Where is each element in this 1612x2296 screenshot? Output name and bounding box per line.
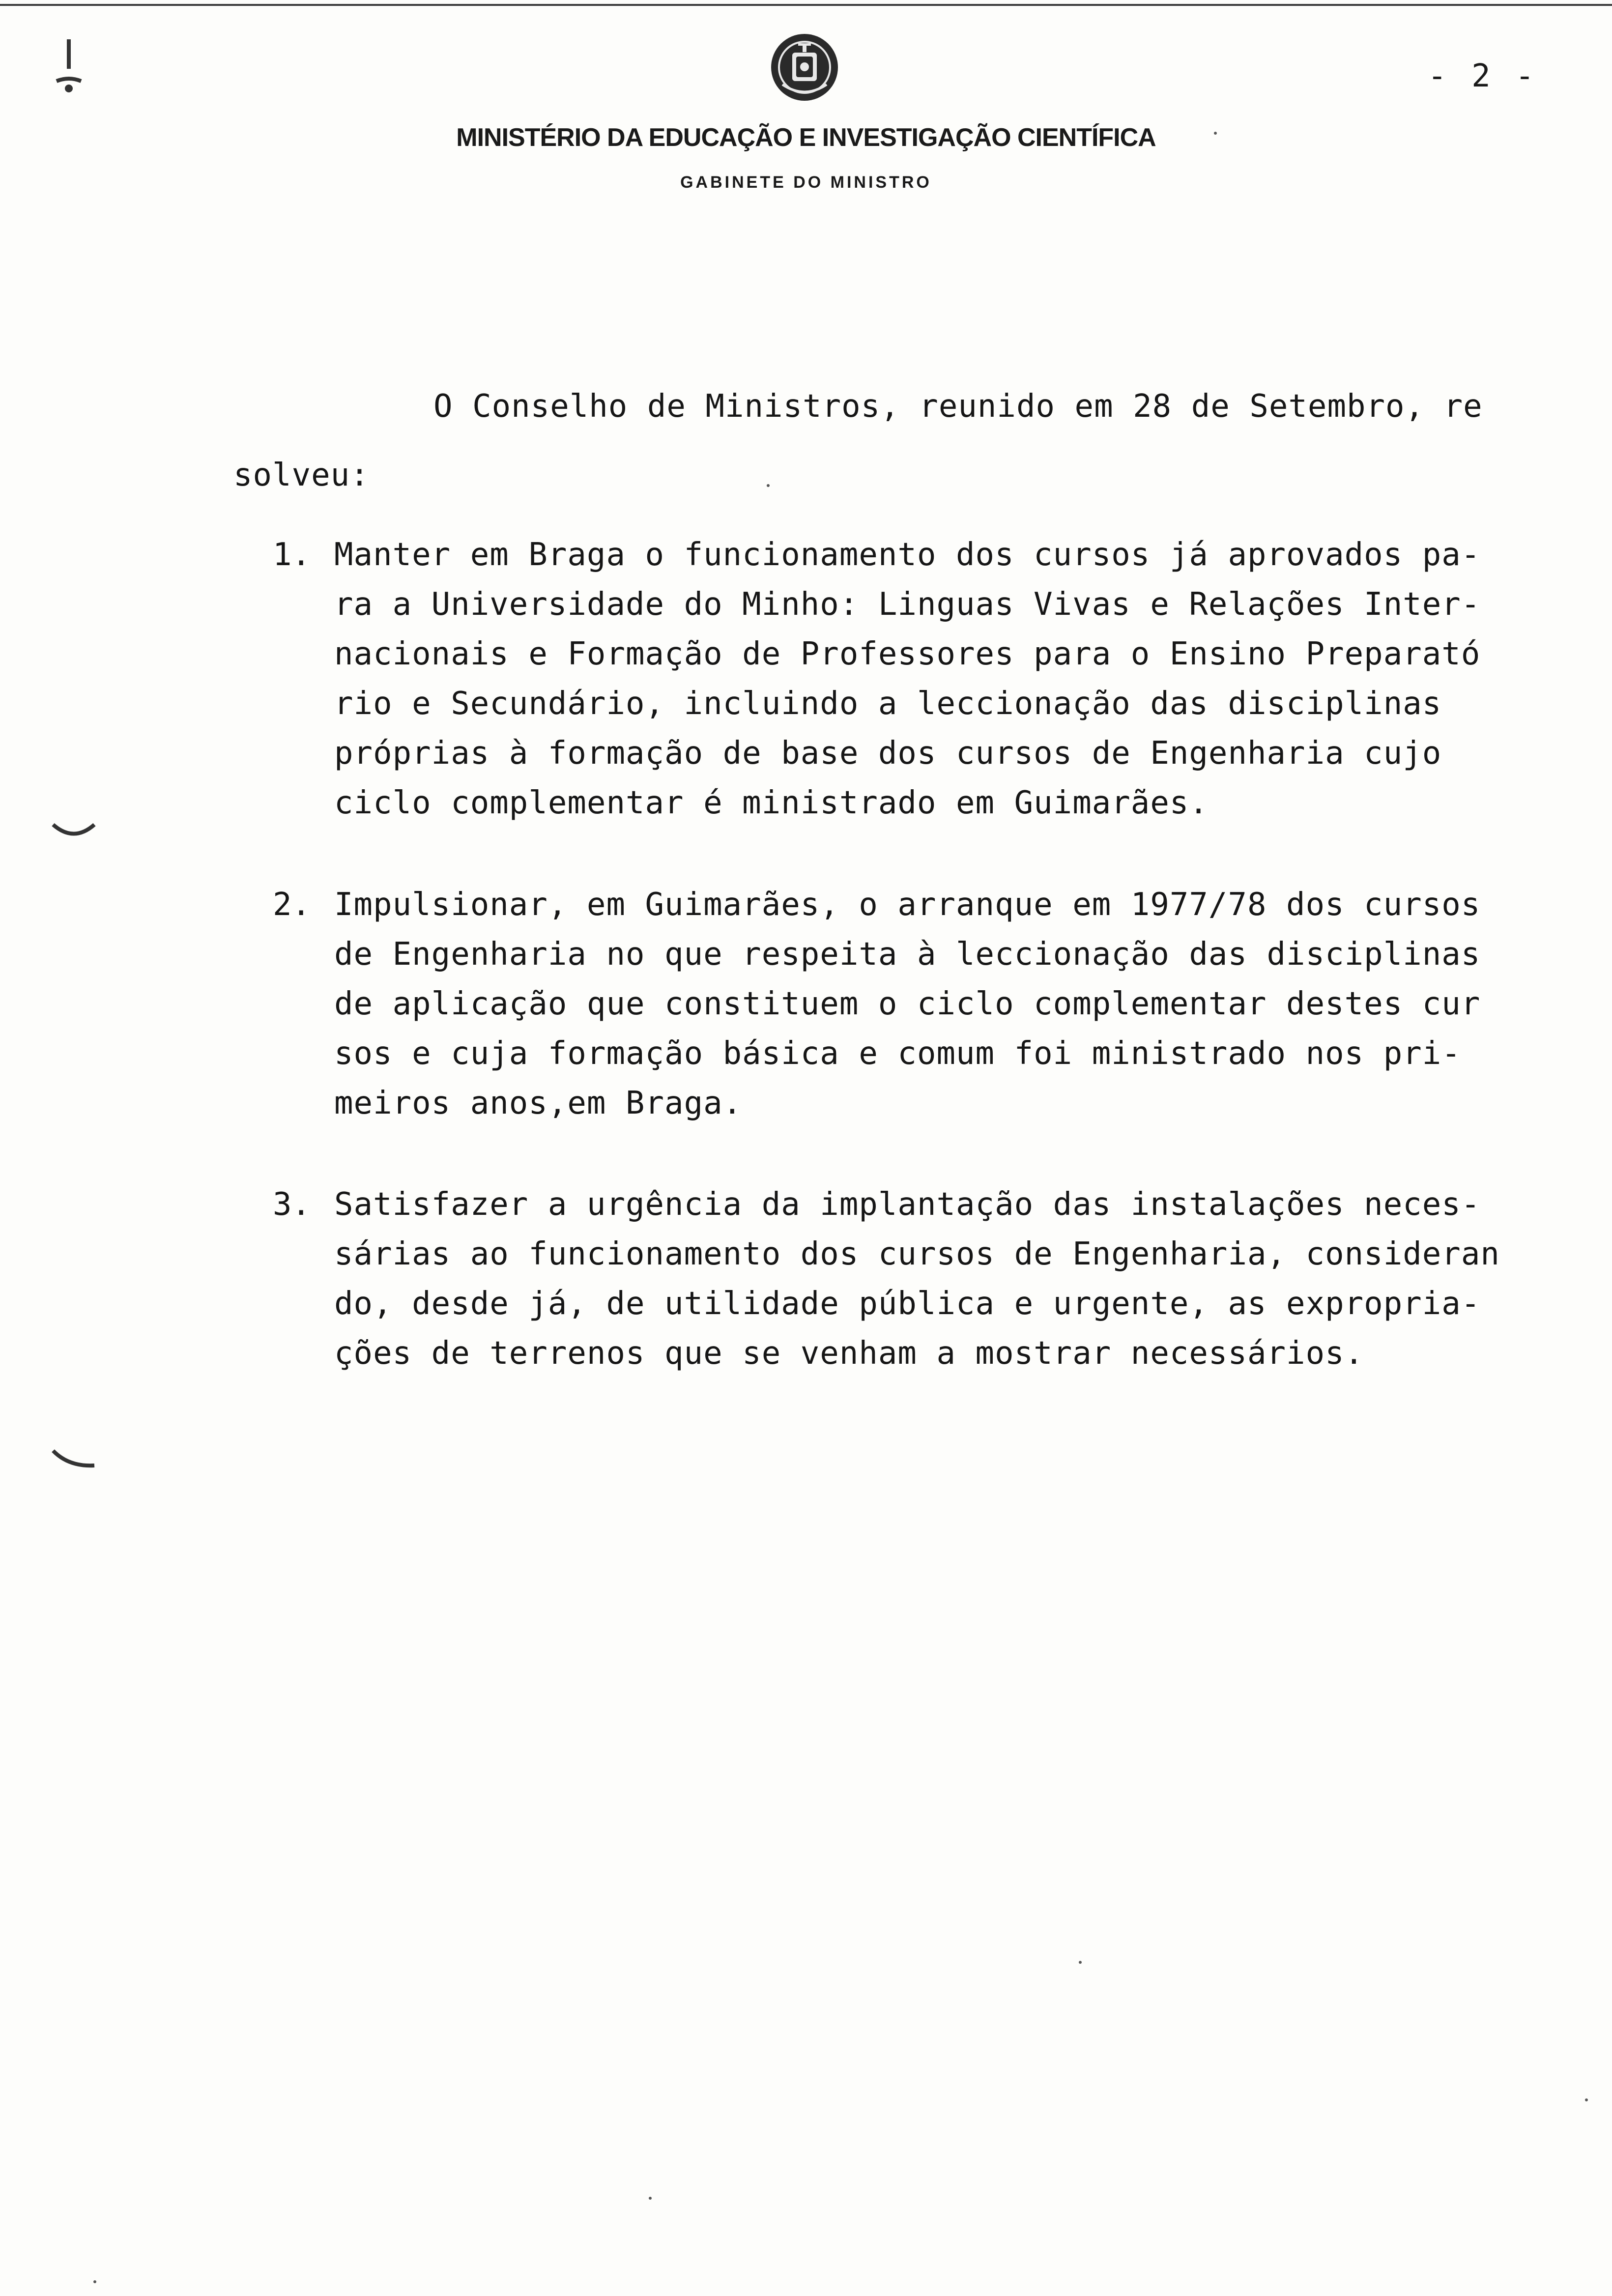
item-2-line-4: sos e cuja formação básica e comum foi ministrado nos pri- — [334, 1035, 1461, 1072]
margin-mark-lower — [49, 1445, 98, 1479]
item-3-line-3: do, desde já, de utilidade pública e urgente, as expropria- — [334, 1286, 1481, 1322]
coat-of-arms-icon — [768, 30, 841, 104]
item-2-line-3: de aplicação que constituem o ciclo complementar destes cur — [334, 986, 1481, 1022]
item-2-line-5: meiros anos,em Braga. — [334, 1085, 743, 1121]
ministry-heading: MINISTÉRIO DA EDUCAÇÃO E INVESTIGAÇÃO CIENTÍFICA — [456, 123, 1156, 152]
item-3-line-1: Satisfazer a urgência da implantação das instalações neces- — [334, 1186, 1481, 1223]
item-3-line-2: sárias ao funcionamento dos cursos de Engenharia, consideran — [334, 1236, 1500, 1272]
cabinet-subheading: GABINETE DO MINISTRO — [680, 173, 932, 192]
scan-speck — [1214, 132, 1217, 135]
item-2-number: 2. — [273, 887, 311, 923]
item-2-line-1: Impulsionar, em Guimarães, o arranque em 1977/78 dos cursos — [334, 887, 1481, 923]
scan-speck — [93, 2280, 96, 2283]
item-1-line-3: nacionais e Formação de Professores para o Ensino Preparató — [334, 636, 1481, 672]
top-edge-rule — [0, 4, 1612, 6]
intro-line-2: solveu: — [233, 457, 370, 493]
page-number: - 2 - — [1428, 58, 1537, 94]
intro-line-1: O Conselho de Ministros, reunido em 28 de Setembro, re — [433, 388, 1483, 425]
item-1-line-6: ciclo complementar é ministrado em Guimarães. — [334, 785, 1209, 821]
scan-speck — [1079, 1961, 1082, 1964]
scan-speck — [767, 484, 770, 487]
item-3-line-4: ções de terrenos que se venham a mostrar necessários. — [334, 1335, 1364, 1372]
margin-mark-middle — [49, 816, 98, 850]
item-1-number: 1. — [273, 537, 311, 573]
item-1-line-1: Manter em Braga o funcionamento dos cursos já aprovados pa- — [334, 537, 1481, 573]
item-1-line-2: ra a Universidade do Minho: Linguas Vivas e Relações Inter- — [334, 586, 1481, 623]
item-3-number: 3. — [273, 1186, 311, 1223]
item-2-line-2: de Engenharia no que respeita à leccionação das disciplinas — [334, 936, 1481, 973]
scan-speck — [649, 2197, 652, 2200]
item-1-line-5: próprias à formação de base dos cursos de Engenharia cujo — [334, 735, 1442, 772]
margin-mark-top — [49, 29, 88, 108]
scan-speck — [1585, 2098, 1588, 2101]
item-1-line-4: rio e Secundário, incluindo a leccionação das disciplinas — [334, 686, 1442, 722]
